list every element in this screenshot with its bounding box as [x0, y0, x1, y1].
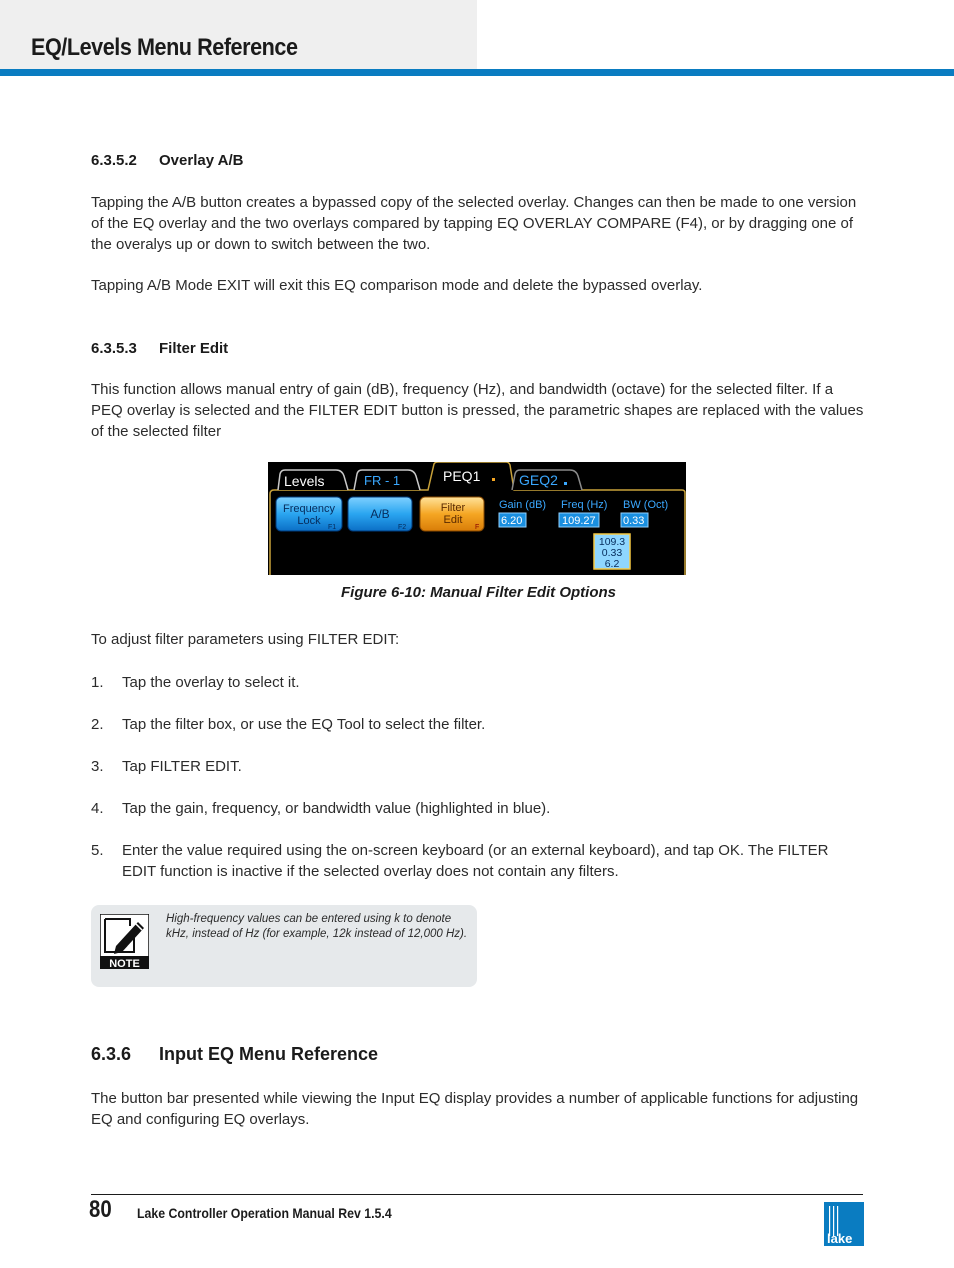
step-text: Enter the value required using the on-screen keyboard (or an external keyboard), and tap OK. The FILTER EDIT function is inactive if the selected overlay does not contain any filters.	[122, 842, 829, 880]
bw-label: BW (Oct)	[623, 499, 669, 511]
fkey-label: F1	[328, 524, 337, 531]
marker-gain: 6.2	[604, 558, 620, 570]
step-text: Tap FILTER EDIT.	[122, 758, 242, 775]
button-line1: A/B	[370, 507, 390, 521]
button-line2: Lock	[297, 515, 321, 527]
screenshot-graphic	[268, 462, 686, 575]
step-text: Tap the overlay to select it.	[122, 674, 300, 691]
section-title: Overlay A/B	[159, 152, 244, 169]
paragraph-overlay-ab-1: Tapping the A/B button creates a bypassed copy of the selected overlay. Changes can then be made to one version of the EQ overlay and the two overlays compared by tapping EQ OVERLAY COMPARE (F4), or by dragging one of the overalys up or down to switch between the two.	[91, 194, 857, 253]
page-header-title: EQ/Levels Menu Reference	[31, 34, 298, 61]
figure-caption: Figure 6-10: Manual Filter Edit Options	[340, 584, 617, 601]
paragraph-input-eq: The button bar presented while viewing the Input EQ display provides a number of applicable functions for adjusting EQ and configuring EQ overlays.	[91, 1090, 859, 1128]
tab-dot	[564, 482, 567, 485]
logo-text: lake	[827, 1231, 853, 1246]
filter-edit-screenshot	[268, 462, 686, 575]
paragraph-filter-edit: This function allows manual entry of gain (dB), frequency (Hz), and bandwidth (octave) for the selected filter. If a PEQ overlay is selected and the FILTER EDIT button is pressed, the parametric shapes are replaced with the values of the selected filter	[91, 381, 864, 440]
step-number: 5.	[91, 842, 104, 859]
step-text: Tap the filter box, or use the EQ Tool to select the filter.	[122, 716, 486, 733]
list-item	[91, 840, 866, 882]
section-heading-input-eq	[91, 1044, 378, 1065]
step-number: 3.	[91, 758, 104, 775]
lake-logo-icon	[824, 1202, 864, 1246]
page-number: 80	[89, 1196, 112, 1223]
bw-value-field[interactable]	[621, 513, 648, 527]
tab-geq2[interactable]	[512, 470, 582, 490]
footer-manual-title: Lake Controller Operation Manual Rev 1.5.4	[137, 1205, 392, 1221]
instruction-steps	[91, 672, 866, 903]
step-number: 4.	[91, 800, 104, 817]
section-title: Filter Edit	[159, 340, 229, 357]
footer-rule	[91, 1194, 863, 1195]
gain-label: Gain (dB)	[499, 499, 547, 511]
section-number: 6.3.6	[91, 1044, 132, 1064]
freq-value-field[interactable]	[559, 513, 599, 527]
tab-dot	[492, 478, 495, 481]
section-number: 6.3.5.3	[91, 340, 137, 357]
step-number: 1.	[91, 674, 104, 691]
tab-peq1-label: PEQ1	[443, 468, 481, 484]
freq-value: 109.27	[562, 515, 596, 527]
section-title: Input EQ Menu Reference	[159, 1044, 379, 1064]
instructions-intro: To adjust filter parameters using FILTER EDIT:	[91, 631, 400, 648]
list-item	[91, 714, 866, 735]
gain-value: 6.20	[501, 515, 523, 527]
ab-button[interactable]	[348, 497, 412, 531]
note-box	[91, 905, 477, 987]
filter-marker-box[interactable]	[594, 534, 630, 570]
marker-freq: 109.3	[598, 536, 626, 548]
list-item	[91, 756, 866, 777]
tab-fr-1[interactable]	[354, 470, 420, 490]
tab-peq1[interactable]	[443, 468, 495, 484]
tab-fr-1-label: FR - 1	[364, 473, 401, 488]
step-text: Tap the gain, frequency, or bandwidth value (highlighted in blue).	[122, 800, 551, 817]
marker-bw: 0.33	[601, 547, 623, 559]
freq-label: Freq (Hz)	[561, 499, 608, 511]
list-item	[91, 672, 866, 693]
tab-levels[interactable]	[278, 470, 348, 490]
step-number: 2.	[91, 716, 104, 733]
section-heading-filter-edit	[91, 340, 228, 357]
note-icon-label: NOTE	[109, 958, 140, 969]
section-number: 6.3.5.2	[91, 152, 137, 169]
note-text: High-frequency values can be entered using k to denote kHz, instead of Hz (for example, 12k instead of 12,000 Hz).	[166, 913, 468, 940]
tab-levels-label: Levels	[284, 473, 325, 489]
button-line1: Filter	[440, 502, 466, 514]
bw-value: 0.33	[623, 515, 645, 527]
button-line2: Edit	[443, 514, 463, 526]
list-item	[91, 798, 866, 819]
fkey-label: F	[475, 524, 480, 531]
section-heading-overlay-ab	[91, 152, 244, 169]
fkey-label: F2	[398, 524, 407, 531]
tab-geq2-label: GEQ2	[519, 472, 558, 488]
filter-edit-button[interactable]	[420, 497, 484, 531]
paragraph-overlay-ab-2: Tapping A/B Mode EXIT will exit this EQ comparison mode and delete the bypassed overlay.	[91, 277, 703, 294]
note-icon	[100, 914, 149, 969]
frequency-lock-button[interactable]	[276, 497, 342, 531]
gain-value-field[interactable]	[499, 513, 526, 527]
header-rule	[0, 69, 954, 76]
button-line1: Frequency	[283, 503, 335, 515]
